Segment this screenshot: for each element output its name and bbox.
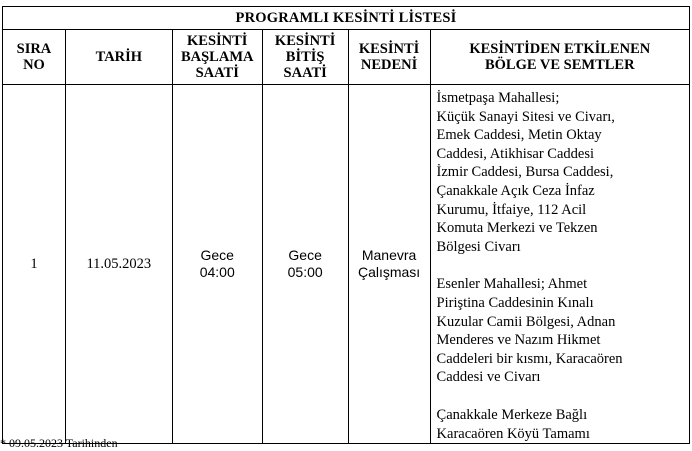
cell-sira-no: 1 [3,85,66,444]
header-tarih: TARİH [65,30,172,85]
header-sira-no: SIRA NO [3,30,66,85]
cell-kesinti-nedeni: Manevra Çalışması [348,85,430,444]
cell-tarih: 11.05.2023 [65,85,172,444]
header-row [3,30,690,85]
footnote: * 09.05.2023 Tarihinden [0,436,118,450]
header-baslama-saati: KESİNTİ BAŞLAMA SAATİ [172,30,262,85]
area-block-karacaoren: Çanakkale Merkeze Bağlı Karacaören Köyü Tamamı [436,406,590,442]
table-title: PROGRAMLI KESİNTİ LİSTESİ [3,7,690,30]
header-kesinti-nedeni: KESİNTİ NEDENİ [348,30,430,85]
cell-etkilenen-bolge [430,85,689,444]
area-block-ismetpasa: İsmetpaşa Mahallesi; Küçük Sanayi Sitesi ve Civarı, Emek Caddesi, Metin Oktay Caddesi, Atikhisar Caddesi İzmir Caddesi, Bursa Caddesi, Çanakkale Açık Ceza İnfaz Kurumu, İtfaiye, 112 Acil Komuta Merkezi ve Tekzen Bölgesi Civarı [436,90,615,255]
table-row [3,85,690,444]
outage-table [2,6,690,444]
area-block-esenler: Esenler Mahallesi; Ahmet Piriştina Caddesinin Kınalı Kuzular Camii Bölgesi, Adnan Menderes ve Nazım Hikmet Caddeleri bir kısmı, Karacaören Caddesi ve Civarı [436,276,623,386]
header-bitis-saati: KESİNTİ BİTİŞ SAATİ [262,30,348,85]
cell-baslama-saati: Gece 04:00 [172,85,262,444]
cell-bitis-saati: Gece 05:00 [262,85,348,444]
header-etkilenen-bolge: KESİNTİDEN ETKİLENEN BÖLGE VE SEMTLER [430,30,689,85]
